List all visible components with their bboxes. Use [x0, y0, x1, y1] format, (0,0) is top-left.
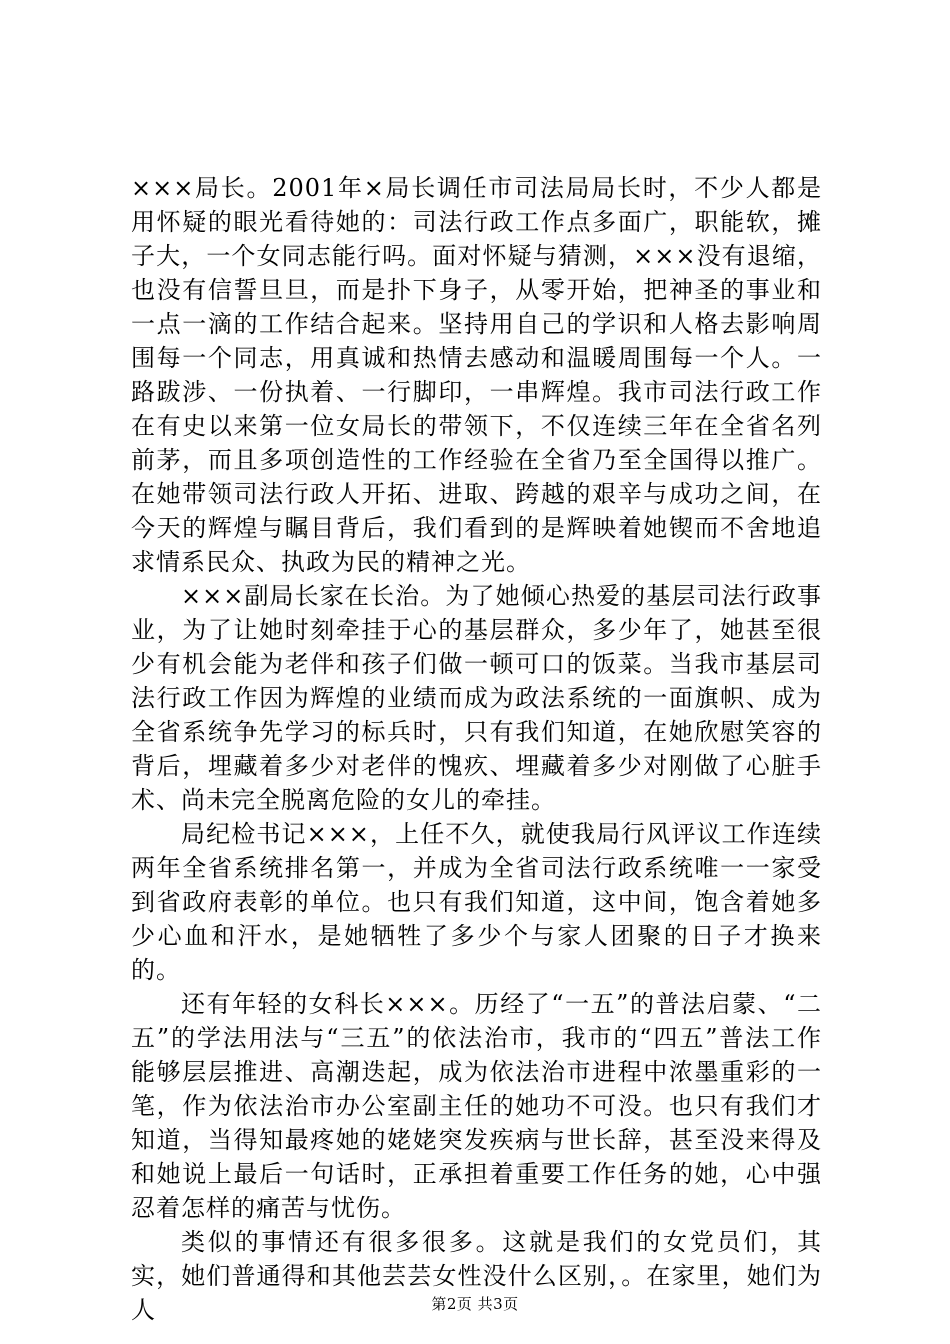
page-number-footer: 第2页 共3页 — [431, 1295, 519, 1313]
paragraph-2: ×××副局长家在长治。为了她倾心热爱的基层司法行政事业，为了让她时刻牵挂于心的基层群众，多少年了，她甚至很少有机会能为老伴和孩子们做一顿可口的饭菜。当我市基层司法行政工作因为辉煌的业绩而成为政法系统的一面旗帜、成为全省系统争先学习的标兵时，只有我们知道，在她欣慰笑容的背后，埋藏着多少对老伴的愧疚、埋藏着多少对刚做了心脏手术、尚未完全脱离危险的女儿的牵挂。 — [131, 582, 822, 814]
paragraph-5: 类似的事情还有很多很多。这就是我们的女党员们，其实，她们普通得和其他芸芸女性没什么区别，。在家里，她们为人 — [131, 1228, 822, 1324]
paragraph-1: ×××局长。2001年×局长调任市司法局局长时，不少人都是用怀疑的眼光看待她的：司法行政工作点多面广，职能软，摊子大，一个女同志能行吗。面对怀疑与猜测，×××没有退缩，也没有信誓旦旦，而是扑下身子，从零开始，把神圣的事业和一点一滴的工作结合起来。坚持用自己的学识和人格去影响周围每一个同志，用真诚和热情去感动和温暖周围每一个人。一路跋涉、一份执着、一行脚印，一串辉煌。我市司法行政工作在有史以来第一位女局长的带领下，不仅连续三年在全省名列前茅，而且多项创造性的工作经验在全省乃至全国得以推广。在她带领司法行政人开拓、进取、跨越的艰辛与成功之间，在今天的辉煌与瞩目背后，我们看到的是辉映着她锲而不舍地追求情系民众、执政为民的精神之光。 — [131, 174, 822, 576]
paragraph-4: 还有年轻的女科长×××。历经了“一五”的普法启蒙、“二五”的学法用法与“三五”的依法治市，我市的“四五”普法工作能够层层推进、高潮迭起，成为依法治市进程中浓墨重彩的一笔，作为依法治市办公室副主任的她功不可没。也只有我们才知道，当得知最疼她的姥姥突发疾病与世长辞，甚至没来得及和她说上最后一句话时，正承担着重要工作任务的她，心中强忍着怎样的痛苦与忧伤。 — [131, 990, 822, 1222]
body-text — [131, 171, 822, 1327]
paragraph-3: 局纪检书记×××，上任不久，就使我局行风评议工作连续两年全省系统排名第一，并成为全省司法行政系统唯一一家受到省政府表彰的单位。也只有我们知道，这中间，饱含着她多少心血和汗水，是她牺牲了多少个与家人团聚的日子才换来的。 — [131, 820, 822, 984]
